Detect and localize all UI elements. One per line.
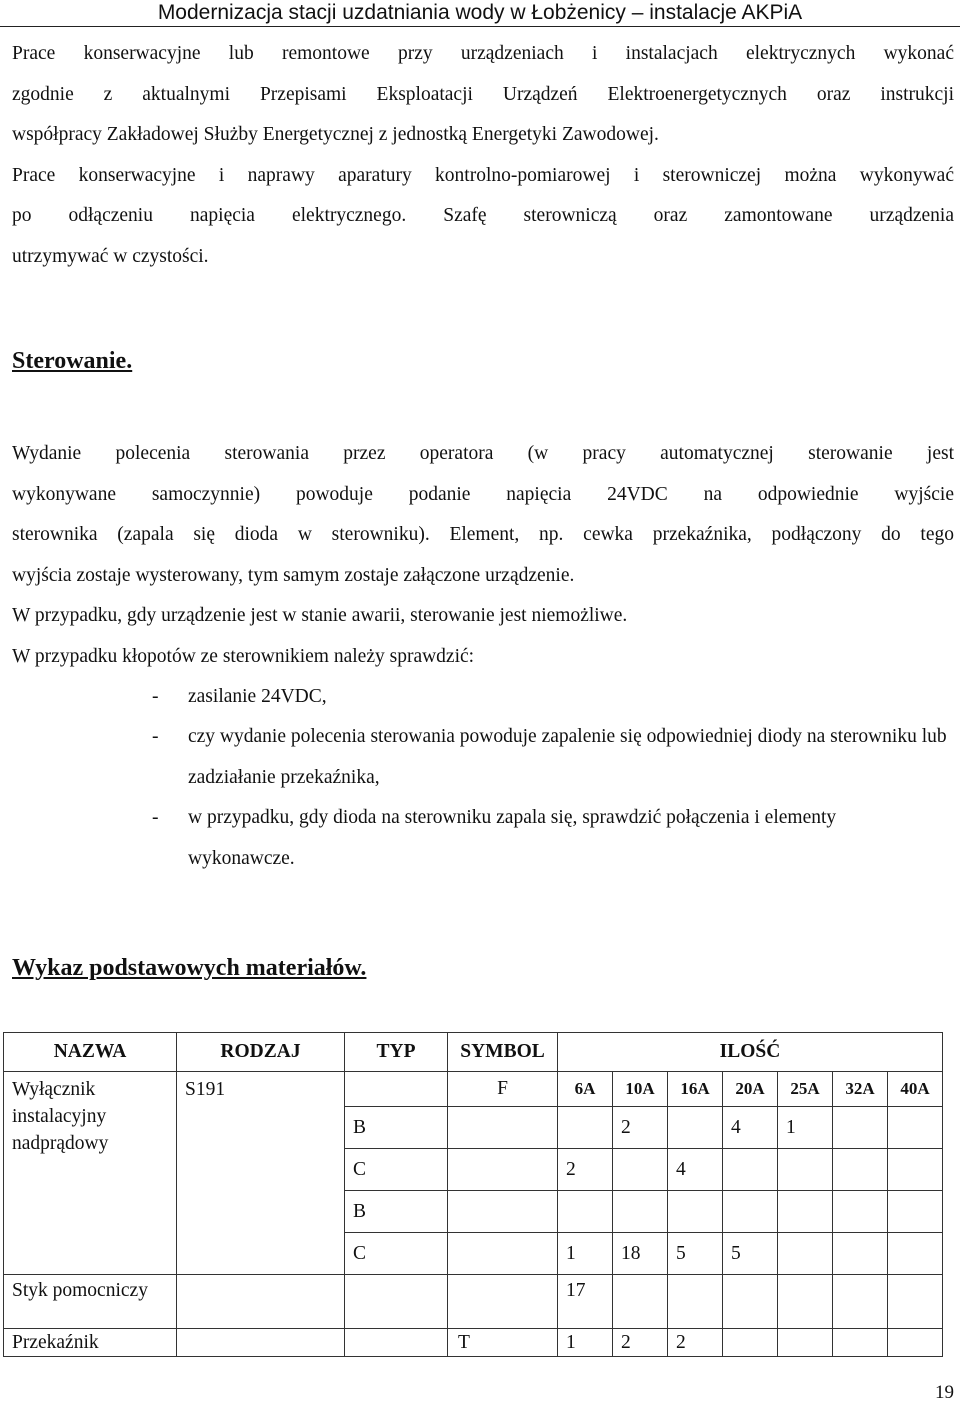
qty-cell: 2: [668, 1329, 723, 1357]
qty-cell: 2: [613, 1329, 668, 1357]
typ-cell: [345, 1072, 448, 1107]
bullet-text: czy wydanie polecenia sterowania powoduje zapalenie się odpowiedniej diody na sterowniku lub zadziałanie przekaźnika,: [188, 726, 947, 788]
qty-cell: 2: [613, 1107, 668, 1149]
qty-cell: [778, 1233, 833, 1275]
table-row: [4, 1329, 943, 1357]
amperage-cell: 25A: [778, 1072, 833, 1107]
text-line: współpracy Zakładowej Służby Energetycznej z jednostką Energetyki Zawodowej.: [12, 124, 659, 145]
qty-cell: [668, 1191, 723, 1233]
qty-cell: 1: [558, 1233, 613, 1275]
qty-cell: [558, 1191, 613, 1233]
symbol-cell: [448, 1149, 558, 1191]
materials-table: [3, 1032, 943, 1357]
page-number: 19: [935, 1382, 954, 1403]
typ-cell: B: [345, 1107, 448, 1149]
qty-cell: [888, 1191, 943, 1233]
symbol-cell: T: [448, 1329, 558, 1357]
qty-cell: [833, 1191, 888, 1233]
qty-cell: [888, 1275, 943, 1329]
text-line: wyjścia zostaje wysterowany, tym samym zostaje załączone urządzenie.: [12, 564, 575, 586]
typ-cell: C: [345, 1233, 448, 1275]
bullet-text: w przypadku, gdy dioda na sterowniku zapala się, sprawdzić połączenia i elementy wykonawcze.: [188, 807, 837, 869]
intro-paragraph: [12, 34, 954, 277]
bullet-text: zasilanie 24VDC,: [188, 686, 327, 707]
qty-cell: 4: [668, 1149, 723, 1191]
symbol-cell: [448, 1275, 558, 1329]
document-header: [0, 0, 960, 27]
typ-cell: C: [345, 1149, 448, 1191]
bullet-dash: -: [152, 726, 159, 747]
header-cell: RODZAJ: [177, 1033, 345, 1072]
text-line: zgodnie z aktualnymi Przepisami Eksploatacji Urządzeń Elektroenergetycznych oraz instrukcji: [12, 83, 954, 105]
qty-cell: [613, 1191, 668, 1233]
header-cell: SYMBOL: [448, 1033, 558, 1072]
qty-cell: 18: [613, 1233, 668, 1275]
bullet-dash: -: [152, 686, 159, 707]
qty-cell: [888, 1329, 943, 1357]
text-line: utrzymywać w czystości.: [12, 245, 209, 267]
text-line: Wydanie polecenia sterowania przez operatora (w pracy automatycznej sterowanie jest: [12, 443, 954, 464]
qty-cell: [833, 1233, 888, 1275]
qty-cell: [668, 1107, 723, 1149]
qty-cell: 1: [558, 1329, 613, 1357]
header-title: Modernizacja stacji uzdatniania wody w Łobżenicy – instalacje AKPiA: [157, 1, 803, 24]
qty-cell: [833, 1275, 888, 1329]
qty-cell: [558, 1107, 613, 1149]
qty-cell: [723, 1275, 778, 1329]
qty-cell: [888, 1233, 943, 1275]
symbol-cell: [448, 1233, 558, 1275]
kind-cell: [177, 1275, 345, 1329]
header-cell: ILOŚĆ: [558, 1033, 943, 1072]
table-header-row: [4, 1033, 943, 1072]
qty-cell: [833, 1107, 888, 1149]
amperage-cell: 10A: [613, 1072, 668, 1107]
qty-cell: [778, 1275, 833, 1329]
kind-cell: [177, 1329, 345, 1357]
qty-cell: 5: [723, 1233, 778, 1275]
qty-cell: 5: [668, 1233, 723, 1275]
qty-cell: [833, 1149, 888, 1191]
control-paragraph: [12, 434, 954, 677]
name-cell: Wyłącznik instalacyjny nadprądowy: [4, 1072, 177, 1275]
text-line: W przypadku kłopotów ze sterownikiem należy sprawdzić:: [12, 645, 475, 667]
section-heading-materials: Wykaz podstawowych materiałów.: [12, 955, 367, 981]
qty-cell: 4: [723, 1107, 778, 1149]
typ-cell: [345, 1275, 448, 1329]
header-cell: TYP: [345, 1033, 448, 1072]
qty-cell: [668, 1275, 723, 1329]
amperage-cell: 20A: [723, 1072, 778, 1107]
text-line: W przypadku, gdy urządzenie jest w stanie awarii, sterowanie jest niemożliwe.: [12, 605, 628, 626]
table-row: [4, 1072, 943, 1107]
text-line: sterownika (zapala się dioda w sterowniku). Element, np. cewka przekaźnika, podłączony do tego: [12, 524, 954, 545]
section-heading-control: Sterowanie.: [12, 348, 133, 374]
name-cell: Przekaźnik: [4, 1329, 177, 1357]
text-line: Prace konserwacyjne lub remontowe przy urządzeniach i instalacjach elektrycznych wykonać: [12, 43, 954, 64]
symbol-cell: [448, 1191, 558, 1233]
symbol-cell: F: [448, 1072, 558, 1107]
amperage-cell: 6A: [558, 1072, 613, 1107]
bullet-dash: -: [152, 807, 159, 828]
text-line: wykonywane samoczynnie) powoduje podanie napięcia 24VDC na odpowiednie wyjście: [12, 483, 954, 505]
amperage-cell: 40A: [888, 1072, 943, 1107]
qty-cell: [723, 1191, 778, 1233]
typ-cell: B: [345, 1191, 448, 1233]
qty-cell: 2: [558, 1149, 613, 1191]
typ-cell: [345, 1329, 448, 1357]
qty-cell: [613, 1149, 668, 1191]
qty-cell: [723, 1149, 778, 1191]
amperage-cell: 32A: [833, 1072, 888, 1107]
header-cell: NAZWA: [4, 1033, 177, 1072]
qty-cell: 17: [558, 1275, 613, 1329]
qty-cell: [778, 1329, 833, 1357]
kind-cell: S191: [177, 1072, 345, 1275]
qty-cell: [613, 1275, 668, 1329]
qty-cell: [833, 1329, 888, 1357]
text-line: po odłączeniu napięcia elektrycznego. Szafę sterowniczą oraz zamontowane urządzenia: [12, 205, 954, 226]
qty-cell: [778, 1191, 833, 1233]
amperage-cell: 16A: [668, 1072, 723, 1107]
qty-cell: 1: [778, 1107, 833, 1149]
qty-cell: [723, 1329, 778, 1357]
qty-cell: [888, 1149, 943, 1191]
qty-cell: [888, 1107, 943, 1149]
table-row: [4, 1275, 943, 1329]
symbol-cell: [448, 1107, 558, 1149]
qty-cell: [778, 1149, 833, 1191]
text-line: Prace konserwacyjne i naprawy aparatury kontrolno-pomiarowej i sterowniczej można wykonywać: [12, 164, 954, 186]
name-cell: Styk pomocniczy: [4, 1275, 177, 1329]
